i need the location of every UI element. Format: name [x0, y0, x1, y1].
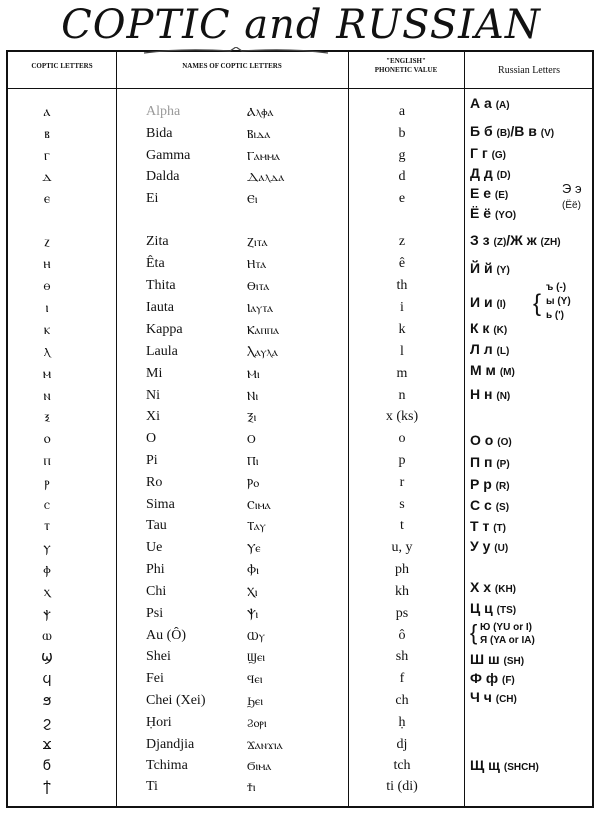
letter-name: Xi: [146, 409, 160, 424]
header-divider: [8, 88, 592, 89]
phonetic-value: t: [400, 518, 404, 533]
phonetic-value: th: [396, 278, 408, 293]
coptic-glyph: ϥ: [42, 671, 52, 687]
coptic-name: Ⲑⲓⲧⲁ: [247, 279, 270, 293]
russian-brace: {: [533, 290, 542, 317]
phonetic-value: tch: [393, 758, 411, 773]
russian-brace-yu-ya: {: [470, 620, 478, 645]
russian-entry-ya: Я (YA or IA): [480, 635, 535, 646]
coptic-name: Ⲛⲓ: [247, 389, 259, 403]
column-divider: [464, 52, 465, 806]
coptic-name: Ⲥⲓⲙⲁ: [247, 498, 271, 512]
letter-name: Djandjia: [146, 737, 195, 752]
russian-entry-s: С с (S): [470, 497, 510, 513]
letter-name: Êta: [146, 256, 165, 271]
phonetic-value: ê: [398, 256, 406, 271]
russian-entry-r: Р р (R): [470, 476, 510, 492]
letter-name: Ti: [146, 779, 158, 794]
russian-entry-yu: Ю (YU or I): [480, 622, 532, 633]
coptic-glyph: ⲧ: [43, 518, 51, 534]
coptic-name: Ϩⲟⲣⲓ: [247, 716, 267, 730]
header-phonetic: [348, 57, 464, 75]
header-phonetic-line1: "ENGLISH": [386, 57, 426, 65]
coptic-glyph: ⲣ: [44, 475, 50, 491]
phonetic-value: m: [396, 366, 408, 381]
letter-name: Au (Ô): [146, 628, 187, 643]
phonetic-value: ph: [395, 562, 409, 577]
phonetic-value: ô: [398, 628, 406, 643]
phonetic-value: r: [399, 475, 405, 490]
coptic-name: Ϣⲉⲓ: [247, 650, 266, 664]
coptic-glyph: ⲭ: [43, 584, 51, 600]
letter-name: Mi: [146, 366, 163, 381]
phonetic-value: ch: [395, 693, 409, 708]
phonetic-value: i: [400, 300, 404, 315]
phonetic-value: ps: [395, 606, 409, 621]
coptic-glyph: ⲩ: [43, 540, 51, 556]
russian-entry-b: Б б (B)/В в (V): [470, 123, 555, 139]
letter-name: O: [146, 431, 157, 446]
coptic-name: Ⲅⲁⲙⲙⲁ: [247, 149, 281, 163]
coptic-name: Ⲯⲓ: [247, 607, 259, 621]
letter-name: Ḥori: [146, 715, 172, 730]
russian-entry-yo: Ё ё (YO): [470, 205, 517, 221]
phonetic-value: n: [398, 388, 406, 403]
coptic-name: Ⲕⲁⲡⲡⲁ: [247, 323, 280, 337]
phonetic-value: f: [399, 671, 405, 686]
coptic-name: Ϯⲓ: [247, 780, 256, 794]
letter-name: Ue: [146, 540, 163, 555]
coptic-name: Ⲓⲁⲩⲧⲁ: [247, 301, 274, 315]
coptic-glyph: ⲁ: [43, 104, 51, 120]
letter-name: Gamma: [146, 148, 191, 163]
letter-name: Ei: [146, 191, 159, 206]
coptic-name: Ⲗⲁⲩⲗⲁ: [247, 345, 278, 359]
coptic-glyph: ϭ: [42, 758, 52, 774]
phonetic-value: p: [398, 453, 406, 468]
coptic-name: Ⲡⲓ: [247, 454, 259, 468]
letter-name: Thita: [146, 278, 176, 293]
coptic-glyph: ⲃ: [44, 126, 50, 142]
coptic-glyph: ⲙ: [42, 366, 52, 382]
letter-name: Psi: [146, 606, 164, 621]
letter-name: Ro: [146, 475, 163, 490]
letter-name: Chei (Xei): [146, 693, 206, 708]
phonetic-value: ti (di): [386, 779, 418, 794]
phonetic-value: g: [398, 148, 406, 163]
letter-name: Pi: [146, 453, 158, 468]
coptic-glyph: ϯ: [43, 779, 51, 795]
coptic-glyph: ⲟ: [43, 431, 51, 447]
phonetic-value: l: [400, 344, 404, 359]
coptic-glyph: ⲯ: [43, 606, 51, 622]
letter-name: Bida: [146, 126, 173, 141]
coptic-name: Ⲣⲟ: [247, 476, 260, 490]
coptic-glyph: ⲓ: [45, 300, 49, 316]
russian-entry-t: Т т (T): [470, 518, 506, 534]
letter-name: Kappa: [146, 322, 183, 337]
header-coptic-letters: COPTIC LETTERS: [31, 62, 93, 70]
russian-entry-n: Н н (N): [470, 386, 511, 402]
coptic-glyph: ⲥ: [43, 497, 51, 513]
letter-name: Tau: [146, 518, 167, 533]
phonetic-value: e: [398, 191, 406, 206]
russian-entry-ch: Ч ч (CH): [470, 689, 517, 705]
coptic-name: Ⲁⲗⲫⲁ: [247, 105, 274, 119]
letter-name: Alpha: [146, 104, 181, 119]
russian-entry-u: У у (U): [470, 538, 509, 554]
russian-entry-f: Ф ф (F): [470, 670, 515, 686]
russian-entry-m: М м (M): [470, 362, 515, 378]
phonetic-value: ḥ: [398, 715, 406, 730]
coptic-glyph: ⲕ: [43, 322, 51, 338]
russian-entry-o: О о (O): [470, 432, 512, 448]
coptic-glyph: ⲑ: [43, 278, 51, 294]
phonetic-value: sh: [395, 649, 409, 664]
letter-name: Laula: [146, 344, 178, 359]
russian-entry-p: П п (P): [470, 454, 510, 470]
coptic-name: Ϥⲉⲓ: [247, 672, 263, 686]
coptic-name: Ⲃⲓⲇⲁ: [247, 127, 271, 141]
russian-entry-z: З з (Z)/Ж ж (ZH): [470, 232, 561, 248]
coptic-name: Ⲭⲓ: [247, 585, 258, 599]
russian-entry-shch: Щ щ (SHCH): [470, 757, 539, 773]
header-russian: Russian Letters: [498, 65, 560, 76]
letter-name: Phi: [146, 562, 165, 577]
coptic-glyph: ⲱ: [42, 628, 52, 644]
coptic-glyph: ϣ: [41, 649, 53, 665]
coptic-glyph: ⲡ: [43, 453, 51, 469]
russian-entry-soft-sign: ь ('): [546, 310, 564, 321]
phonetic-value: dj: [396, 737, 408, 752]
coptic-name: Ⲩⲉ: [247, 541, 261, 555]
russian-entry-kh: Х х (KH): [470, 579, 517, 595]
coptic-glyph: ⲝ: [44, 409, 50, 425]
coptic-glyph: ⲏ: [43, 256, 51, 272]
coptic-name: Ϧⲉⲓ: [247, 694, 264, 708]
letter-name: Ni: [146, 388, 160, 403]
header-names: NAMES OF COPTIC LETTERS: [182, 62, 282, 70]
header-phonetic-line2: PHONETIC VALUE: [374, 66, 438, 74]
letter-name: Tchima: [146, 758, 188, 773]
ornament-divider: [142, 47, 330, 57]
russian-entry-yeru: ы (Y): [546, 296, 571, 307]
russian-entry-i: И и (I): [470, 294, 506, 310]
letter-name: Zita: [146, 234, 169, 249]
phonetic-value: d: [398, 169, 406, 184]
russian-entry-d: Д д (D): [470, 165, 511, 181]
phonetic-value: s: [399, 497, 405, 512]
coptic-name: Ⲉⲓ: [247, 192, 258, 206]
coptic-name: Ⲝⲓ: [247, 410, 257, 424]
coptic-glyph: ⲇ: [42, 169, 52, 185]
russian-entry-hard-sign: ъ (-): [546, 282, 567, 293]
letter-name: Dalda: [146, 169, 180, 184]
russian-entry-yo-alt: (Ёё): [562, 200, 581, 211]
coptic-glyph: ϩ: [42, 715, 52, 731]
coptic-name: Ⲫⲓ: [247, 563, 260, 577]
phonetic-value: o: [398, 431, 406, 446]
coptic-glyph: ⲉ: [43, 191, 51, 207]
russian-entry-g: Г г (G): [470, 145, 507, 161]
coptic-name: Ⲍⲓⲧⲁ: [247, 235, 268, 249]
russian-entry-e-alt: Э э: [562, 181, 582, 196]
russian-entry-e: Е е (E): [470, 185, 509, 201]
coptic-name: Ϫⲁⲛϫⲓⲁ: [247, 738, 283, 752]
coptic-name: Ϭⲓⲙⲁ: [247, 759, 272, 773]
coptic-glyph: ⲗ: [43, 344, 51, 360]
russian-entry-ts: Ц ц (TS): [470, 600, 517, 616]
letter-name: Shei: [146, 649, 171, 664]
coptic-glyph: ϫ: [42, 737, 52, 753]
page-title: COPTIC and RUSSIAN: [61, 2, 541, 48]
column-divider: [116, 52, 117, 806]
phonetic-value: z: [398, 234, 406, 249]
letter-name: Sima: [146, 497, 175, 512]
coptic-name: Ⲙⲓ: [247, 367, 260, 381]
coptic-glyph: ⲛ: [43, 388, 51, 404]
coptic-name: Ⲏⲧⲁ: [247, 257, 267, 271]
phonetic-value: x (ks): [385, 409, 419, 424]
coptic-name: Ⲟ: [247, 432, 256, 446]
russian-entry-sh: Ш ш (SH): [470, 651, 525, 667]
letter-name: Iauta: [146, 300, 174, 315]
coptic-glyph: ⲫ: [43, 562, 51, 578]
russian-entry-a: А а (A): [470, 95, 510, 111]
phonetic-value: k: [398, 322, 406, 337]
coptic-glyph: ⲍ: [44, 234, 50, 250]
coptic-name: Ⲧⲁⲩ: [247, 519, 266, 533]
russian-entry-l: Л л (L): [470, 341, 510, 357]
coptic-glyph: ϧ: [42, 693, 52, 709]
phonetic-value: u, y: [391, 540, 413, 555]
phonetic-value: kh: [395, 584, 409, 599]
phonetic-value: b: [398, 126, 406, 141]
russian-entry-y: Й й (Y): [470, 260, 510, 276]
phonetic-value: a: [398, 104, 406, 119]
coptic-name: Ⲱⲩ: [247, 629, 265, 643]
coptic-name: Ⲇⲁⲗⲇⲁ: [247, 170, 285, 184]
russian-entry-k: К к (K): [470, 320, 508, 336]
letter-name: Chi: [146, 584, 167, 599]
letter-name: Fei: [146, 671, 164, 686]
coptic-glyph: ⲅ: [43, 148, 51, 164]
